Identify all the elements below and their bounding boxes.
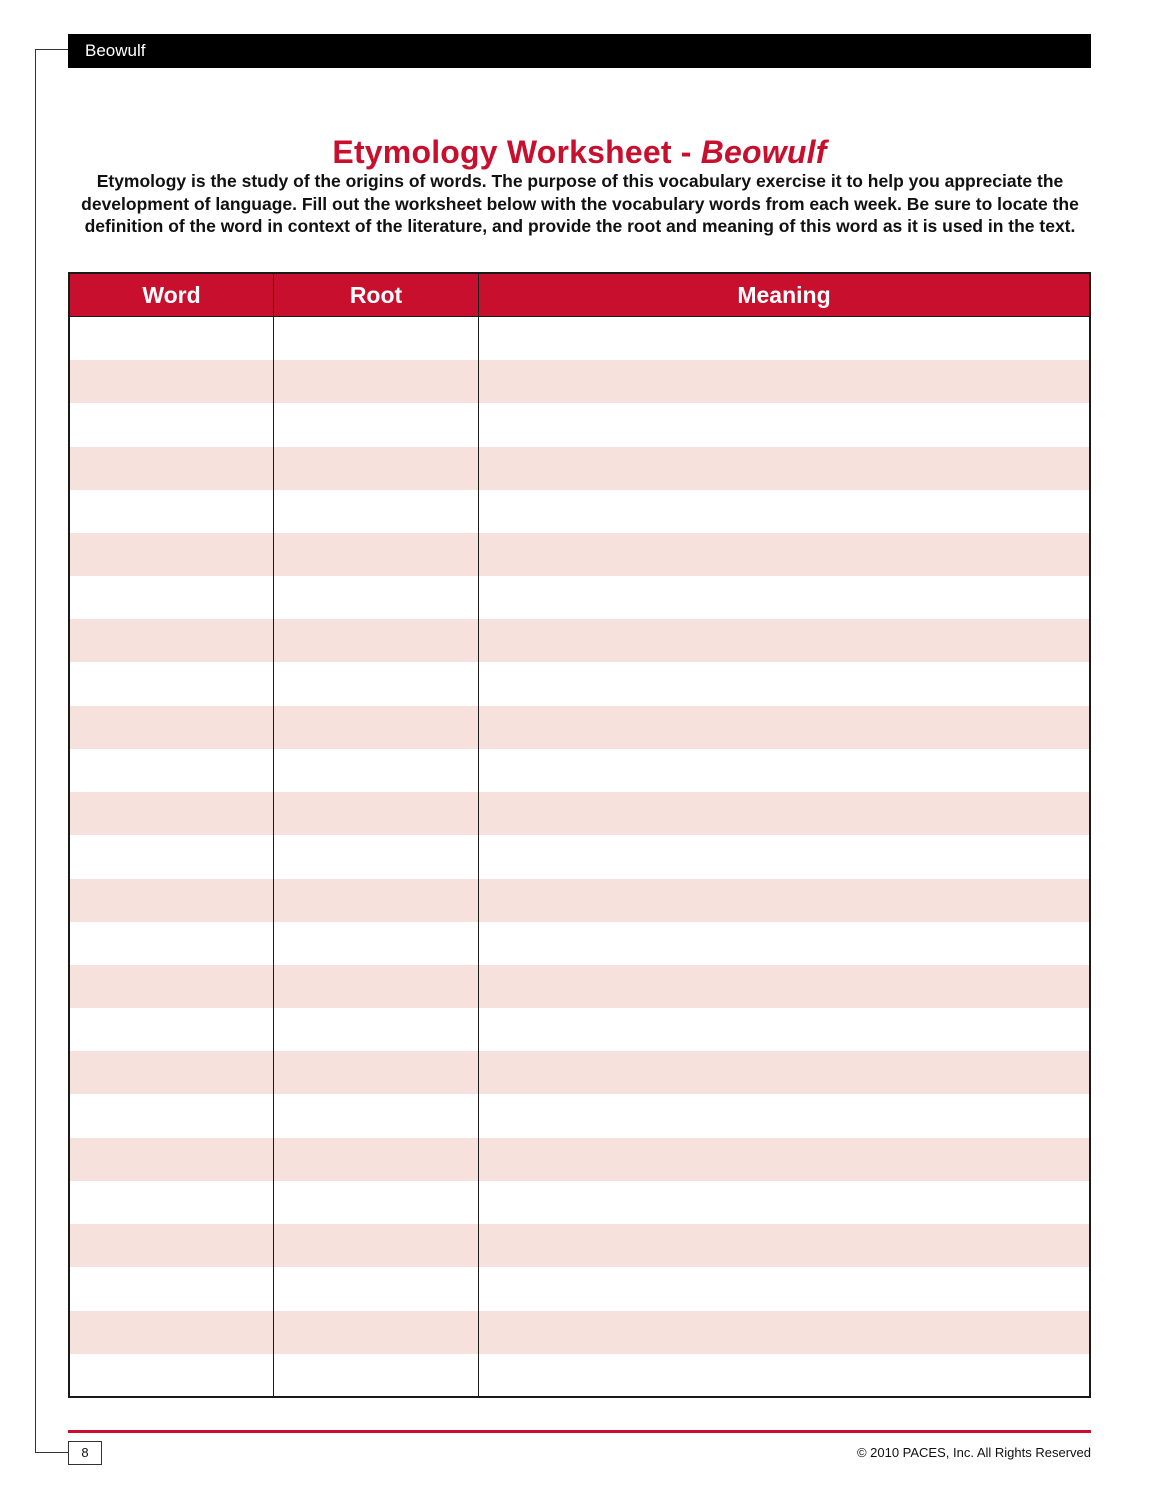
table-row: [70, 1311, 1089, 1354]
table-row: [70, 965, 1089, 1008]
table-row: [70, 576, 1089, 619]
column-header-word: Word: [142, 282, 201, 308]
table-row: [70, 879, 1089, 922]
table-row: [70, 317, 1089, 360]
running-header: [68, 34, 1091, 68]
column-header-root: Root: [349, 282, 403, 308]
table-row: [70, 792, 1089, 835]
table-row: [70, 922, 1089, 965]
instructions-paragraph: Etymology is the study of the origins of words. The purpose of this vocabulary exercise it to help you appreciate the development of language. Fill out the worksheet below with the vocabulary words from each week. Be sure to locate the definition of the word in context of the literature, and provide the root and meaning of this word as it is used in the text.: [81, 171, 1079, 236]
column-divider-root-meaning: [478, 274, 479, 1396]
table-row: [70, 619, 1089, 662]
table-row: [70, 447, 1089, 490]
column-divider-word-root: [273, 274, 274, 1396]
table-row: [70, 835, 1089, 878]
table-row: [70, 749, 1089, 792]
table-row: [70, 1051, 1089, 1094]
table-row: [70, 663, 1089, 706]
table-row: [70, 1181, 1089, 1224]
page-title: [0, 132, 1159, 172]
table-row: [70, 706, 1089, 749]
table-row: [70, 360, 1089, 403]
page-title-book: Beowulf: [700, 134, 827, 170]
table-row: [70, 1354, 1089, 1397]
table-header: [70, 274, 1089, 317]
table-row: [70, 403, 1089, 446]
page-number: 8: [68, 1441, 102, 1465]
table-row: [70, 1095, 1089, 1138]
table-row: [70, 1138, 1089, 1181]
footer-rule: [68, 1430, 1091, 1433]
column-header-meaning: Meaning: [737, 282, 831, 308]
table-row: [70, 490, 1089, 533]
table-row: [70, 533, 1089, 576]
page-title-main: Etymology Worksheet -: [332, 134, 701, 170]
running-header-title: Beowulf: [85, 41, 146, 60]
table-body: [70, 317, 1089, 1396]
page-edge-bracket: [35, 49, 68, 1453]
table-row: [70, 1008, 1089, 1051]
vocabulary-table: [68, 272, 1091, 1398]
copyright-notice: © 2010 PACES, Inc. All Rights Reserved: [856, 1445, 1091, 1460]
table-row: [70, 1267, 1089, 1310]
table-row: [70, 1224, 1089, 1267]
